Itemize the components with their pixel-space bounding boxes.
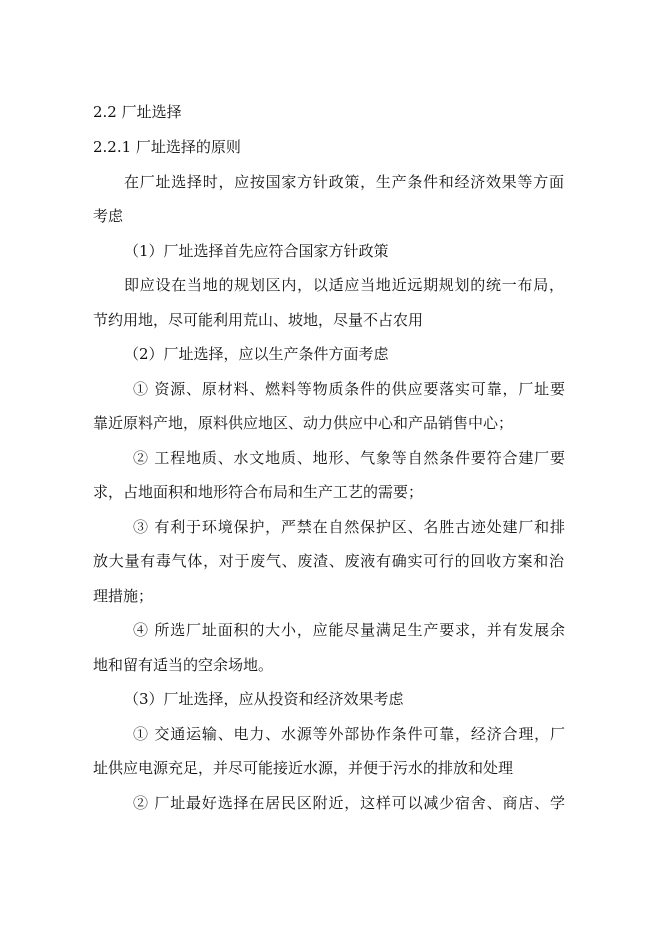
item-2-title: （2）厂址选择，应以生产条件方面考虑 [124,345,389,363]
item-3-point-1-line-2: 址供应电源充足，并尽可能接近水源，并便于污水的排放和处理 [93,759,514,777]
item-2-point-4-line-1: ④ 所选厂址面积的大小，应能尽量满足生产要求，并有发展余 [133,621,565,639]
item-2-point-3-line-2: 放大量有毒气体，对于废气、废渣、废液有确实可行的回收方案和治 [93,552,564,570]
item-3-point-2-line-1: ② 厂址最好选择在居民区附近，这样可以减少宿舍、商店、学 [133,794,565,812]
intro-line-1: 在厂址选择时，应按国家方针政策，生产条件和经济效果等方面 [124,173,564,191]
item-2-point-3-line-1: ③ 有利于环境保护，严禁在自然保护区、名胜古迹处建厂和排 [133,518,565,536]
item-3-title: （3）厂址选择，应从投资和经济效果考虑 [124,690,404,708]
item-2-point-1-line-2: 靠近原料产地，原料供应地区、动力供应中心和产品销售中心； [93,414,514,432]
item-2-point-4-line-2: 地和留有适当的空余场地。 [93,656,274,674]
item-2-point-1-line-1: ① 资源、原材料、燃料等物质条件的供应要落实可靠，厂址要 [133,380,565,398]
subsection-heading: 2.2.1 厂址选择的原则 [93,138,241,156]
item-2-point-2-line-2: 求，占地面积和地形符合布局和生产工艺的需要； [93,483,424,501]
section-heading: 2.2 厂址选择 [93,103,182,121]
intro-line-2: 考虑 [93,207,124,225]
item-1-title: （1）厂址选择首先应符合国家方针政策 [124,242,389,260]
item-1-line-2: 节约用地，尽可能利用荒山、坡地，尽量不占农用 [93,311,424,329]
item-2-point-2-line-1: ② 工程地质、水文地质、地形、气象等自然条件要符合建厂要 [133,449,565,467]
item-1-line-1: 即应设在当地的规划区内，以适应当地近远期规划的统一布局， [124,276,564,294]
item-2-point-3-line-3: 理措施； [93,587,154,605]
item-3-point-1-line-1: ① 交通运输、电力、水源等外部协作条件可靠，经济合理，厂 [133,725,565,743]
